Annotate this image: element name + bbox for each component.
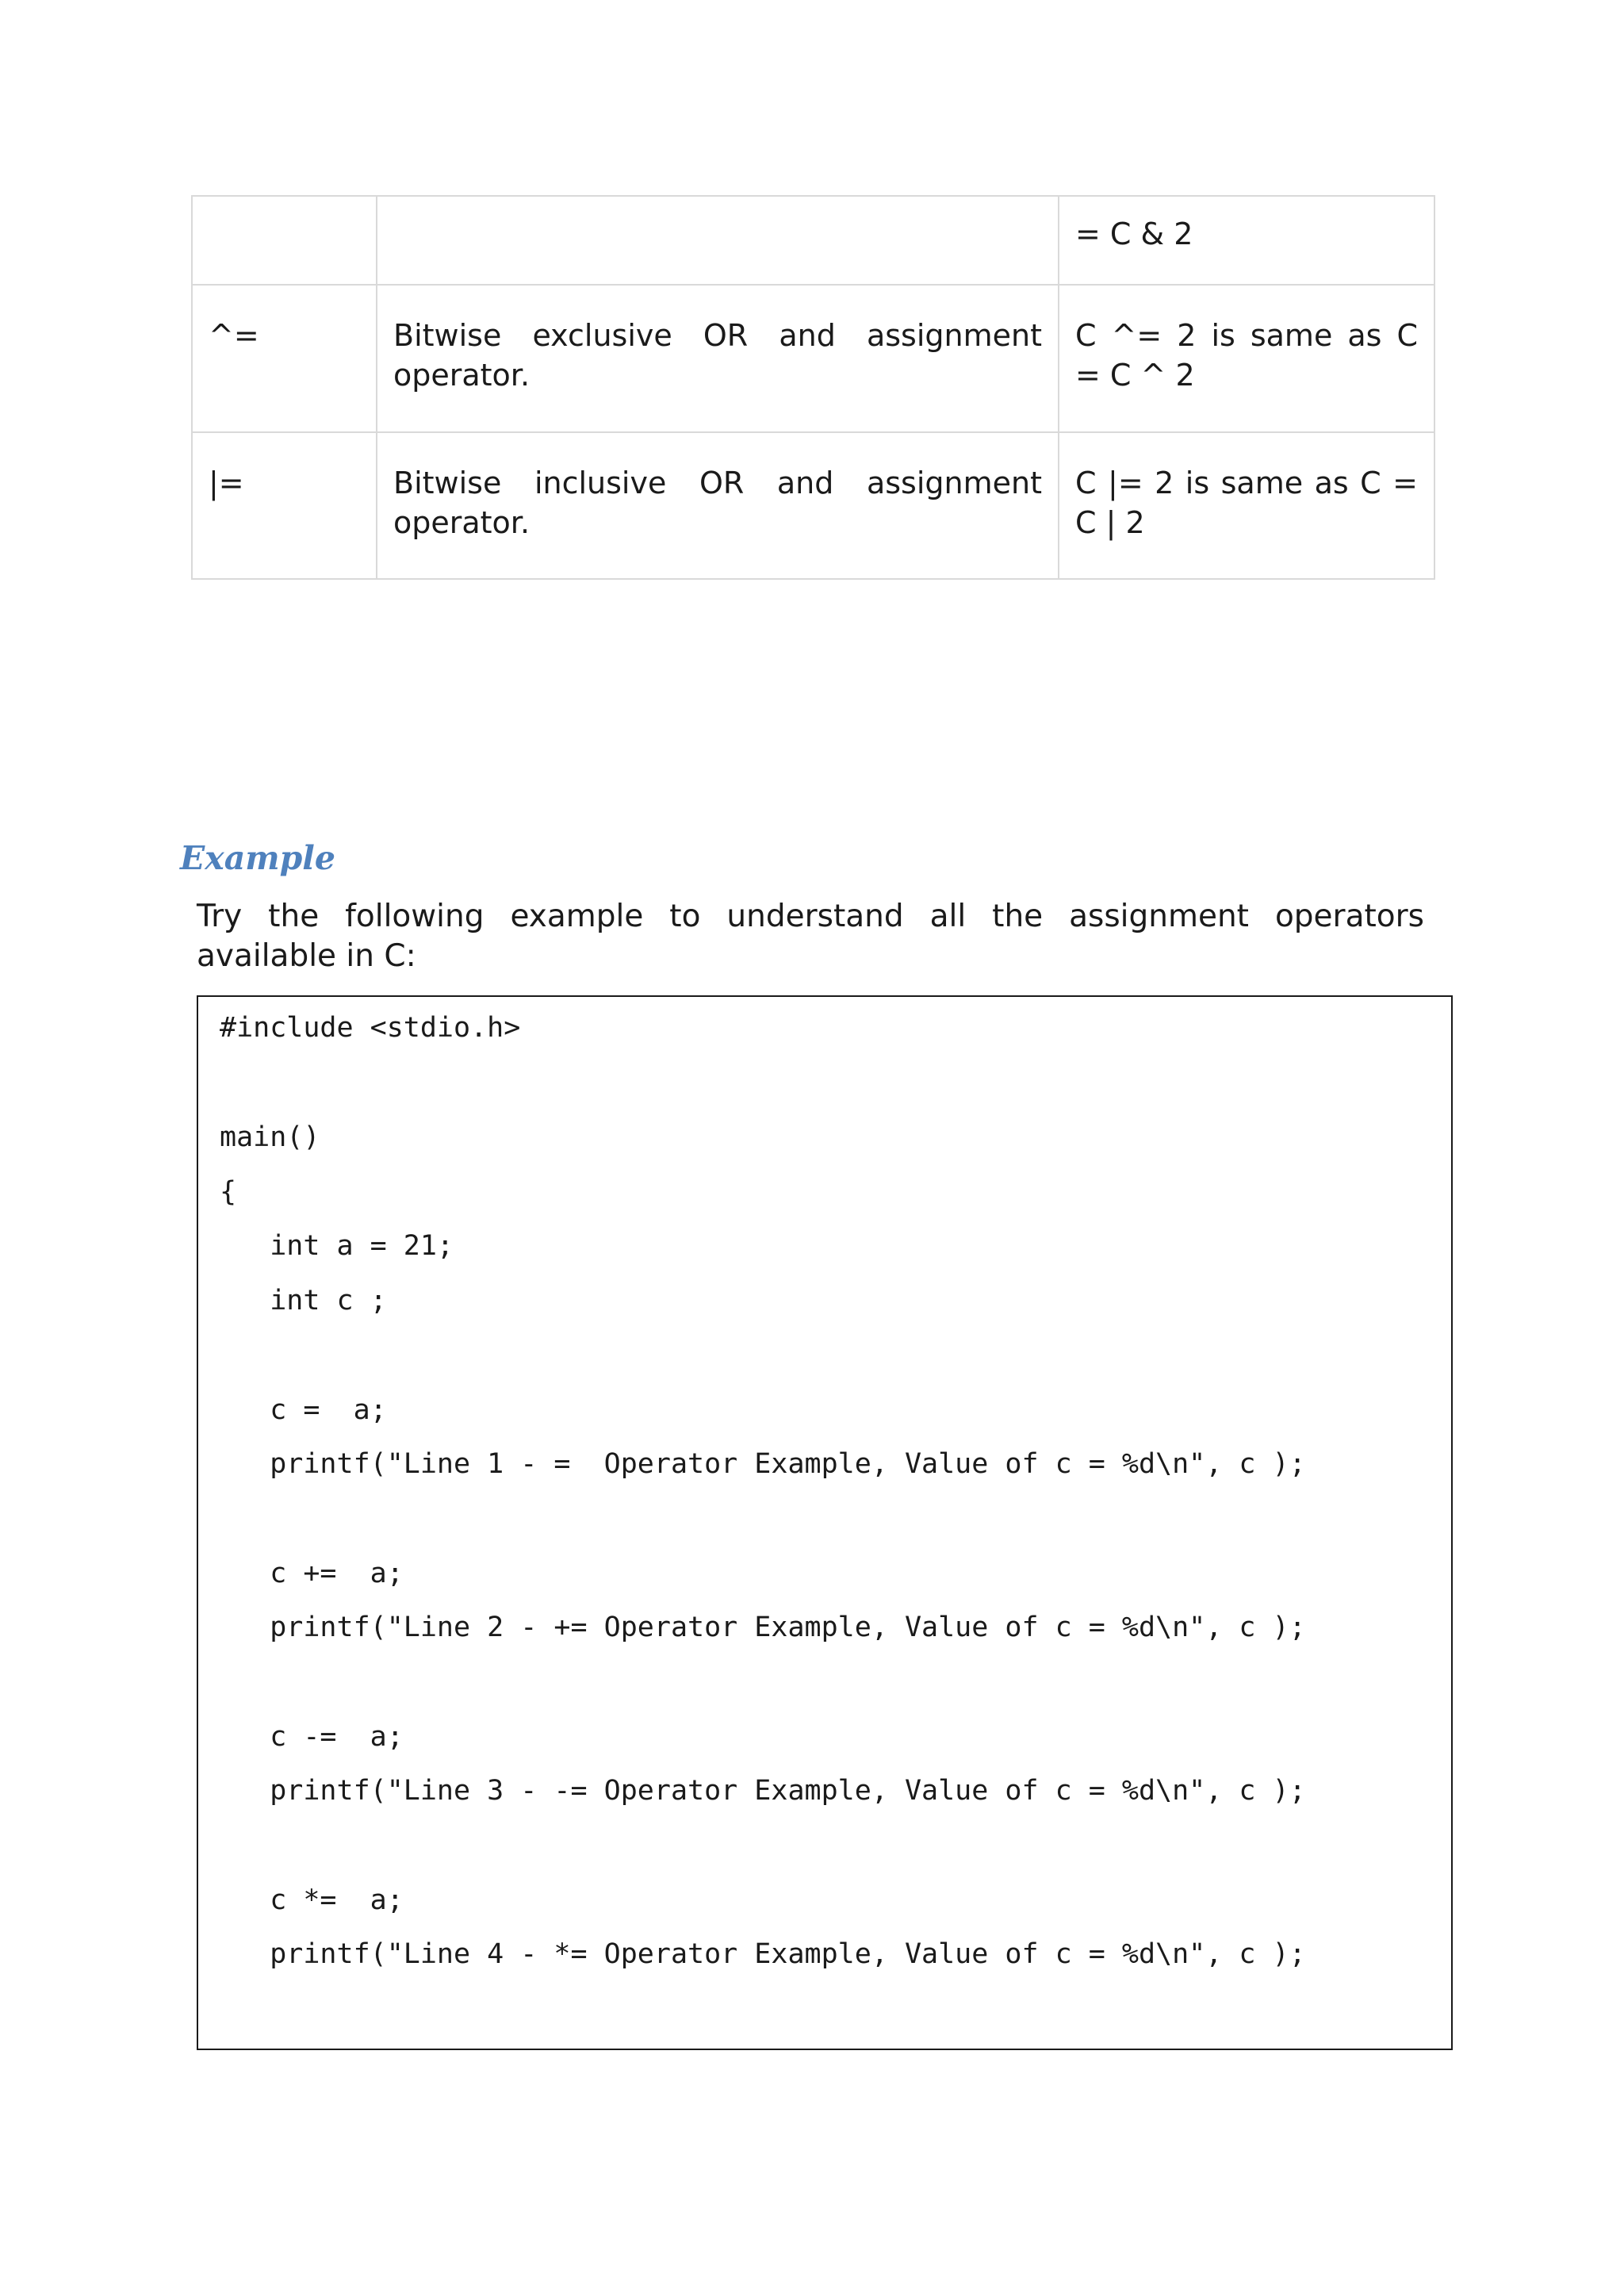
code-line: { (220, 1176, 237, 1208)
table-row (192, 285, 1434, 432)
table-row (192, 432, 1434, 579)
operator-cell (192, 196, 377, 285)
description-cell (377, 285, 1059, 432)
description-line: operator. (393, 358, 530, 393)
example-cell (1059, 432, 1434, 579)
example-line: = C ^ 2 (1075, 358, 1195, 393)
example-line: C |= 2 is same as C = (1075, 466, 1418, 500)
operators-table (191, 195, 1435, 580)
code-line: c = a; (220, 1394, 387, 1426)
example-cell: = C & 2 (1059, 196, 1434, 285)
description-line: Bitwise inclusive OR and assignment (393, 466, 1042, 500)
intro-paragraph: Try the following example to understand all the assignment operators available in C: (197, 899, 1424, 974)
code-line: main() (220, 1121, 320, 1153)
code-line: c *= a; (220, 1884, 404, 1916)
code-line: c -= a; (220, 1721, 404, 1753)
code-line: int a = 21; (220, 1230, 454, 1262)
operator-cell: |= (192, 432, 377, 579)
description-line: operator. (393, 505, 530, 540)
operator-cell: ^= (192, 285, 377, 432)
description-cell (377, 196, 1059, 285)
code-line: int c ; (220, 1285, 387, 1317)
table-row (192, 196, 1434, 285)
section-heading: Example (180, 839, 335, 877)
description-cell (377, 432, 1059, 579)
code-line: #include <stdio.h> (220, 1012, 521, 1044)
description-line: Bitwise exclusive OR and assignment (393, 318, 1042, 353)
example-line: C | 2 (1075, 505, 1145, 540)
example-line: C ^= 2 is same as C (1075, 318, 1418, 353)
code-line: printf("Line 1 - = Operator Example, Value of c = %d\n", c ); (220, 1448, 1306, 1480)
code-line: printf("Line 3 - -= Operator Example, Value of c = %d\n", c ); (220, 1775, 1306, 1807)
code-line: printf("Line 2 - += Operator Example, Value of c = %d\n", c ); (220, 1612, 1306, 1643)
example-cell (1059, 285, 1434, 432)
code-line: c += a; (220, 1558, 404, 1589)
code-line: printf("Line 4 - *= Operator Example, Value of c = %d\n", c ); (220, 1938, 1306, 1970)
code-block (197, 995, 1453, 2050)
